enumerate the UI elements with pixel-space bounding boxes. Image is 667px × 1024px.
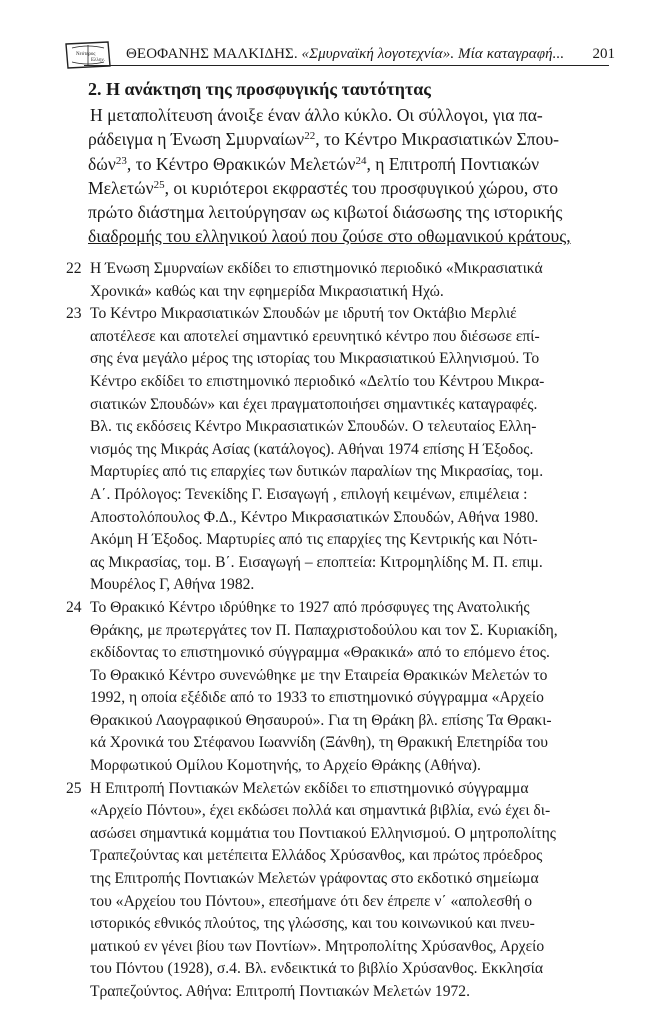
footnote-text: του «Αρχείου του Πόντου», επεσήμανε ότι δεν έπρεπε ν΄ «απολεσθή ο <box>90 892 533 910</box>
body-text: διαδρομής του ελληνικού λαού που ζούσε στο οθωμανικού κράτους, <box>88 226 571 247</box>
footnote-line <box>66 461 609 484</box>
footnote-text: Θρακικού Λαογραφικού Θησαυρού». Για τη Θράκη βλ. επίσης Τα Θρακι- <box>90 711 552 729</box>
footnote-ref-24[interactable]: 24 <box>355 154 367 167</box>
body-line <box>88 176 607 200</box>
footnote-line <box>66 326 609 349</box>
footnote-line <box>66 552 609 575</box>
footnote-text: Ακόμη Η Έξοδος. Μαρτυρίες από τις επαρχίες της Κεντρικής και Νότι- <box>90 531 538 549</box>
footnote-line <box>66 823 609 846</box>
body-text: πρώτο διάστημα λειτούργησαν ως κιβωτοί διάσωσης της ιστορικής <box>88 202 563 223</box>
footnote-text: του Πόντου (1928), σ.4. Βλ. ενδεικτικά το βιβλίο Χρύσανθος. Εκκλησία <box>90 960 543 978</box>
footnote-line <box>66 281 609 304</box>
body-text: ράδειγμα η Ένωση Σμυρναίων$^{22}$, το Κέντρο Μικρασιατικών Σπου- <box>88 129 560 150</box>
footnote-text: Θράκης, με πρωτεργάτες τον Π. Παπαχριστοδούλου και τον Σ. Κυριακίδη, <box>90 621 558 639</box>
footnote-line <box>66 348 609 371</box>
running-title <box>126 46 564 63</box>
footnote-line <box>66 958 609 981</box>
footnote-text: Τραπεζούντος. Αθήνα: Επιτροπή Ποντιακών Μελετών 1972. <box>90 983 470 1000</box>
body-line <box>88 200 607 224</box>
footnote-line <box>66 845 609 868</box>
footnote-text: ασώσει σημαντικά κομμάτια του Ποντιακού Ελληνισμού. Ο μητροπολίτης <box>90 824 556 842</box>
footnote-text: Μουρέλος Γ, Αθήνα 1982. <box>90 576 255 594</box>
footnote-line <box>66 936 609 959</box>
footnote-line <box>66 620 609 643</box>
footnote-text: ιστορικός εθνικός πλούτος, της γλώσσης, και του κοινωνικού και πνευ- <box>90 915 535 933</box>
footnote-text: νισμός της Μικράς Ασίας (κατάλογος). Αθήναι 1974 επίσης Η Έξοδος. <box>90 440 534 458</box>
footnote-text: ματικού εν γένει βίου των Ποντίων». Μητροπολίτης Χρύσανθος, Αρχείο <box>90 937 545 955</box>
footnote-number: 22 <box>66 260 82 277</box>
footnote-24 <box>66 597 609 778</box>
page-number: 201 <box>592 46 615 62</box>
footnote-line <box>66 778 609 801</box>
footnote-line <box>66 732 609 755</box>
footnote-line <box>66 868 609 891</box>
footnote-line <box>66 416 609 439</box>
footnote-line <box>66 642 609 665</box>
footnote-text: Κέντρο εκδίδει το επιστημονικό περιοδικό «Δελτίο του Κέντρου Μικρα- <box>90 372 545 390</box>
section-title: 2. Η ανάκτηση της προσφυγικής ταυτότητας <box>88 79 431 99</box>
footnote-22 <box>66 258 609 303</box>
footnote-ref-25[interactable]: 25 <box>153 178 165 191</box>
footnote-number: 23 <box>66 305 82 323</box>
footnote-line <box>66 981 609 1004</box>
footnote-25 <box>66 778 609 1004</box>
footnotes <box>66 258 609 1004</box>
footnote-text: Α΄. Πρόλογος: Τενεκίδης Γ. Εισαγωγή , επιλογή κειμένων, επιμέλεια : <box>90 485 528 503</box>
footnote-text: Η Επιτροπή Ποντιακών Μελετών εκδίδει το επιστημονικό σύγγραμμα <box>90 779 529 797</box>
footnote-text: Χρονικά» καθώς και την εφημερίδα Μικρασιατική Ηχώ. <box>90 282 444 300</box>
footnote-line <box>66 574 609 597</box>
body-line <box>88 127 607 151</box>
footnote-line <box>66 687 609 710</box>
header-subtitle: «Σμυρναϊκή λογοτεχνία». Μία καταγραφή... <box>301 46 565 62</box>
body-line <box>88 152 607 176</box>
header-author: ΘΕΟΦΑΝΗΣ ΜΑΛΚΙΔΗΣ. <box>126 46 298 62</box>
footnote-line <box>66 913 609 936</box>
footnote-text: αποτέλεσε και αποτελεί σημαντικό ερευνητικό κέντρο που διέσωσε επί- <box>90 327 540 345</box>
footnote-number: 25 <box>66 779 82 797</box>
footnote-line <box>66 484 609 507</box>
footnote-text: Αποστολόπουλος Φ.Δ., Κέντρο Μικρασιατικών Σπουδών, Αθήνα 1980. <box>90 508 539 526</box>
footnote-line <box>66 258 609 281</box>
footnote-line <box>66 597 609 620</box>
running-header <box>62 40 615 74</box>
footnote-text: Μαρτυρίες από τις επαρχίες των δυτικών παραλίων της Μικρασίας, τομ. <box>90 463 544 481</box>
footnote-text: Το Θρακικό Κέντρο ιδρύθηκε το 1927 από πρόσφυγες της Ανατολικής <box>90 598 530 616</box>
body-text: Η μεταπολίτευση άνοιξε έναν άλλο κύκλο. Οι σύλλογοι, για πα- <box>90 105 543 125</box>
footnote-line <box>66 394 609 417</box>
footnote-number: 24 <box>66 598 82 616</box>
footnote-text: σιατικών Σπουδών» και έχει πραγματοποιήσει σημαντικές καταγραφές. <box>90 395 538 413</box>
footnote-line <box>66 371 609 394</box>
footnote-ref-22[interactable]: 22 <box>304 130 316 143</box>
footnote-line <box>66 439 609 462</box>
footnote-line <box>66 710 609 733</box>
footnote-text: ας Μικρασίας, τομ. Β΄. Εισαγωγή – εποπτεία: Κιτρομηλίδης Μ. Π. επιμ. <box>90 553 543 571</box>
footnote-text: Μορφωτικού Ομίλου Κομοτηνής, το Αρχείο Θράκης (Αθήνα). <box>90 757 481 775</box>
footnote-text: της Επιτροπής Ποντιακών Μελετών γράφοντας στο εκδοτικό σημείωμα <box>90 870 539 888</box>
footnote-line <box>66 529 609 552</box>
body-paragraph <box>88 103 607 249</box>
logo-label-top: Νεότερος <box>76 52 96 57</box>
footnote-line <box>66 665 609 688</box>
footnote-text: σης ένα μεγάλο μέρος της ιστορίας του Μικρασιατικού Ελληνισμού. Το <box>90 350 540 368</box>
body-text: Μελετών$^{25}$, οι κυριότεροι εκφραστές του προσφυγικού χώρου, στο <box>88 177 559 198</box>
body-line <box>88 224 607 248</box>
logo-label-bottom: Ελλην. <box>91 58 105 63</box>
footnote-text: 1992, η οποία εξέδιδε από το 1933 το επιστημονικό σύγγραμμα «Αρχείο <box>90 689 544 707</box>
footnote-line <box>66 755 609 778</box>
footnote-text: Τραπεζούντας και μετέπειτα Ελλάδος Χρύσανθος, και πρώτος πρόεδρος <box>90 847 543 865</box>
body-line <box>88 103 607 127</box>
body-text: δών$^{23}$, το Κέντρο Θρακικών Μελετών$^{24}$, η Επιτροπή Ποντιακών <box>88 153 540 174</box>
footnote-text: κά Χρονικά του Στέφανου Ιωαννίδη (Ξάνθη), τη Θρακική Επετηρίδα του <box>90 734 549 752</box>
footnote-line <box>66 303 609 326</box>
footnote-text: Βλ. τις εκδόσεις Κέντρο Μικρασιατικών Σπουδών. Ο τελευταίος Ελλη- <box>90 418 537 436</box>
footnote-text: Το Θρακικό Κέντρο συνενώθηκε με την Εταιρεία Θρακικών Μελετών το <box>90 666 548 684</box>
footnote-line <box>66 891 609 914</box>
header-rule <box>84 65 609 66</box>
footnote-23 <box>66 303 609 597</box>
footnote-text: Η Ένωση Σμυρναίων εκδίδει το επιστημονικό περιοδικό «Μικρασιατικά <box>90 260 543 277</box>
footnote-text: εκδίδοντας το επιστημονικό σύγγραμμα «Θρακικά» από το επόμενο έτος. <box>90 644 550 662</box>
footnote-line <box>66 507 609 530</box>
footnote-text: Το Κέντρο Μικρασιατικών Σπουδών με ιδρυτή τον Οκτάβιο Μερλιέ <box>90 305 517 323</box>
footnote-text: «Αρχείο Πόντου», έχει εκδώσει πολλά και σημαντικά βιβλία, ενώ έχει δι- <box>90 802 551 820</box>
footnote-line <box>66 800 609 823</box>
footnote-ref-23[interactable]: 23 <box>115 154 127 167</box>
